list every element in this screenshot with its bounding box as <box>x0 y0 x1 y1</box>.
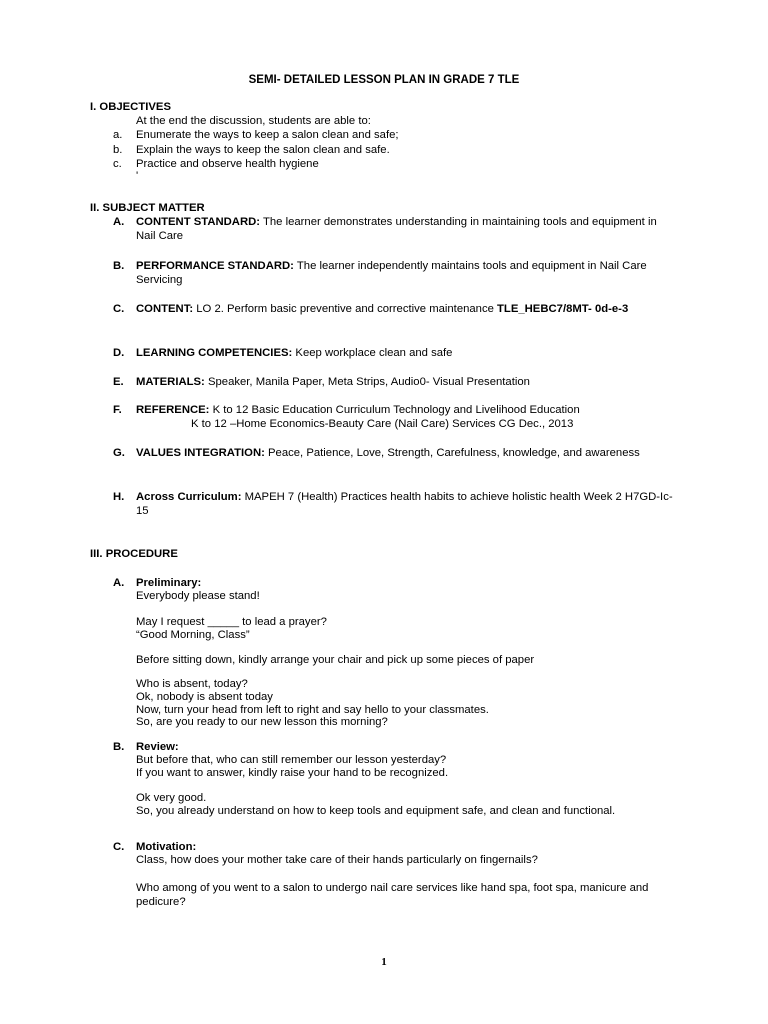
procedure-line: Class, how does your mother take care of their hands particularly on fingernails? <box>136 854 538 866</box>
item-letter: F. <box>113 404 122 416</box>
stray-mark: ' <box>136 170 139 182</box>
objective-c: Practice and observe health hygiene <box>136 158 319 170</box>
item-text: LO 2. Perform basic preventive and corrective maintenance <box>193 303 498 315</box>
objective-a: Enumerate the ways to keep a salon clean and safe; <box>136 129 399 141</box>
document-title: SEMI- DETAILED LESSON PLAN IN GRADE 7 TLE <box>248 74 520 86</box>
procedure-line: Everybody please stand! <box>136 590 260 602</box>
content-code: TLE_HEBC7/8MT- 0d-e-3 <box>497 303 629 315</box>
procedure-line: If you want to answer, kindly raise your hand to be recognized. <box>136 767 449 779</box>
item-label: MATERIALS: <box>136 376 205 388</box>
item-label: Across Curriculum: <box>136 491 242 503</box>
item-text: The learner independently maintains tools and equipment in Nail Care Servicing <box>136 260 647 286</box>
item-letter: G. <box>113 447 125 459</box>
item-label: CONTENT: <box>136 303 194 315</box>
review-label: Review: <box>136 741 179 753</box>
procedure-line: Ok, nobody is absent today <box>136 691 273 703</box>
preliminary-label: Preliminary: <box>136 577 202 589</box>
procedure-line: Before sitting down, kindly arrange your chair and pick up some pieces of paper <box>136 654 535 666</box>
item-text: The learner demonstrates understanding in maintaining tools and equipment in Nail Care <box>136 216 657 242</box>
procedure-line: Who among of you went to a salon to undergo nail care services like hand spa, foot spa, manicure and pedicure? <box>136 882 649 908</box>
review-letter: B. <box>113 741 125 753</box>
objective-marker-c: c. <box>113 158 122 170</box>
page-number: 1 <box>381 956 387 968</box>
reference-line-2: K to 12 –Home Economics-Beauty Care (Nail Care) Services CG Dec., 2013 <box>191 418 574 430</box>
item-letter: E. <box>113 376 124 388</box>
motivation-label: Motivation: <box>136 841 197 853</box>
subject-matter-heading: II. SUBJECT MATTER <box>90 202 205 214</box>
procedure-line: But before that, who can still remember our lesson yesterday? <box>136 754 447 766</box>
item-letter: B. <box>113 260 125 272</box>
motivation-letter: C. <box>113 841 125 853</box>
objectives-intro: At the end the discussion, students are able to: <box>136 115 371 127</box>
procedure-line: “Good Morning, Class” <box>136 629 250 641</box>
item-label: LEARNING COMPETENCIES: <box>136 347 293 359</box>
item-text: MAPEH 7 (Health) Practices health habits to achieve holistic health Week 2 H7GD-Ic-15 <box>136 491 673 517</box>
procedure-line: So, you already understand on how to keep tools and equipment safe, and clean and functional. <box>136 805 616 817</box>
item-label: VALUES INTEGRATION: <box>136 447 265 459</box>
procedure-line: Now, turn your head from left to right and say hello to your classmates. <box>136 704 489 716</box>
item-text: K to 12 Basic Education Curriculum Technology and Livelihood Education <box>209 404 580 416</box>
item-label: PERFORMANCE STANDARD: <box>136 260 294 272</box>
preliminary-letter: A. <box>113 577 125 589</box>
objectives-heading: I. OBJECTIVES <box>90 101 171 113</box>
objective-marker-a: a. <box>113 129 123 141</box>
item-label: REFERENCE: <box>136 404 210 416</box>
item-label: CONTENT STANDARD: <box>136 216 261 228</box>
procedure-line: So, are you ready to our new lesson this morning? <box>136 716 388 728</box>
item-letter: A. <box>113 216 125 228</box>
procedure-line: Ok very good. <box>136 792 207 804</box>
objective-b: Explain the ways to keep the salon clean and safe. <box>136 144 390 156</box>
item-letter: D. <box>113 347 125 359</box>
item-text: Peace, Patience, Love, Strength, Carefulness, knowledge, and awareness <box>264 447 640 459</box>
objective-marker-b: b. <box>113 144 123 156</box>
procedure-heading: III. PROCEDURE <box>90 548 178 560</box>
item-text: Keep workplace clean and safe <box>292 347 453 359</box>
item-letter: H. <box>113 491 125 503</box>
item-text: Speaker, Manila Paper, Meta Strips, Audio0- Visual Presentation <box>204 376 530 388</box>
item-letter: C. <box>113 303 125 315</box>
procedure-line: May I request _____ to lead a prayer? <box>136 616 327 628</box>
procedure-line: Who is absent, today? <box>136 678 248 690</box>
